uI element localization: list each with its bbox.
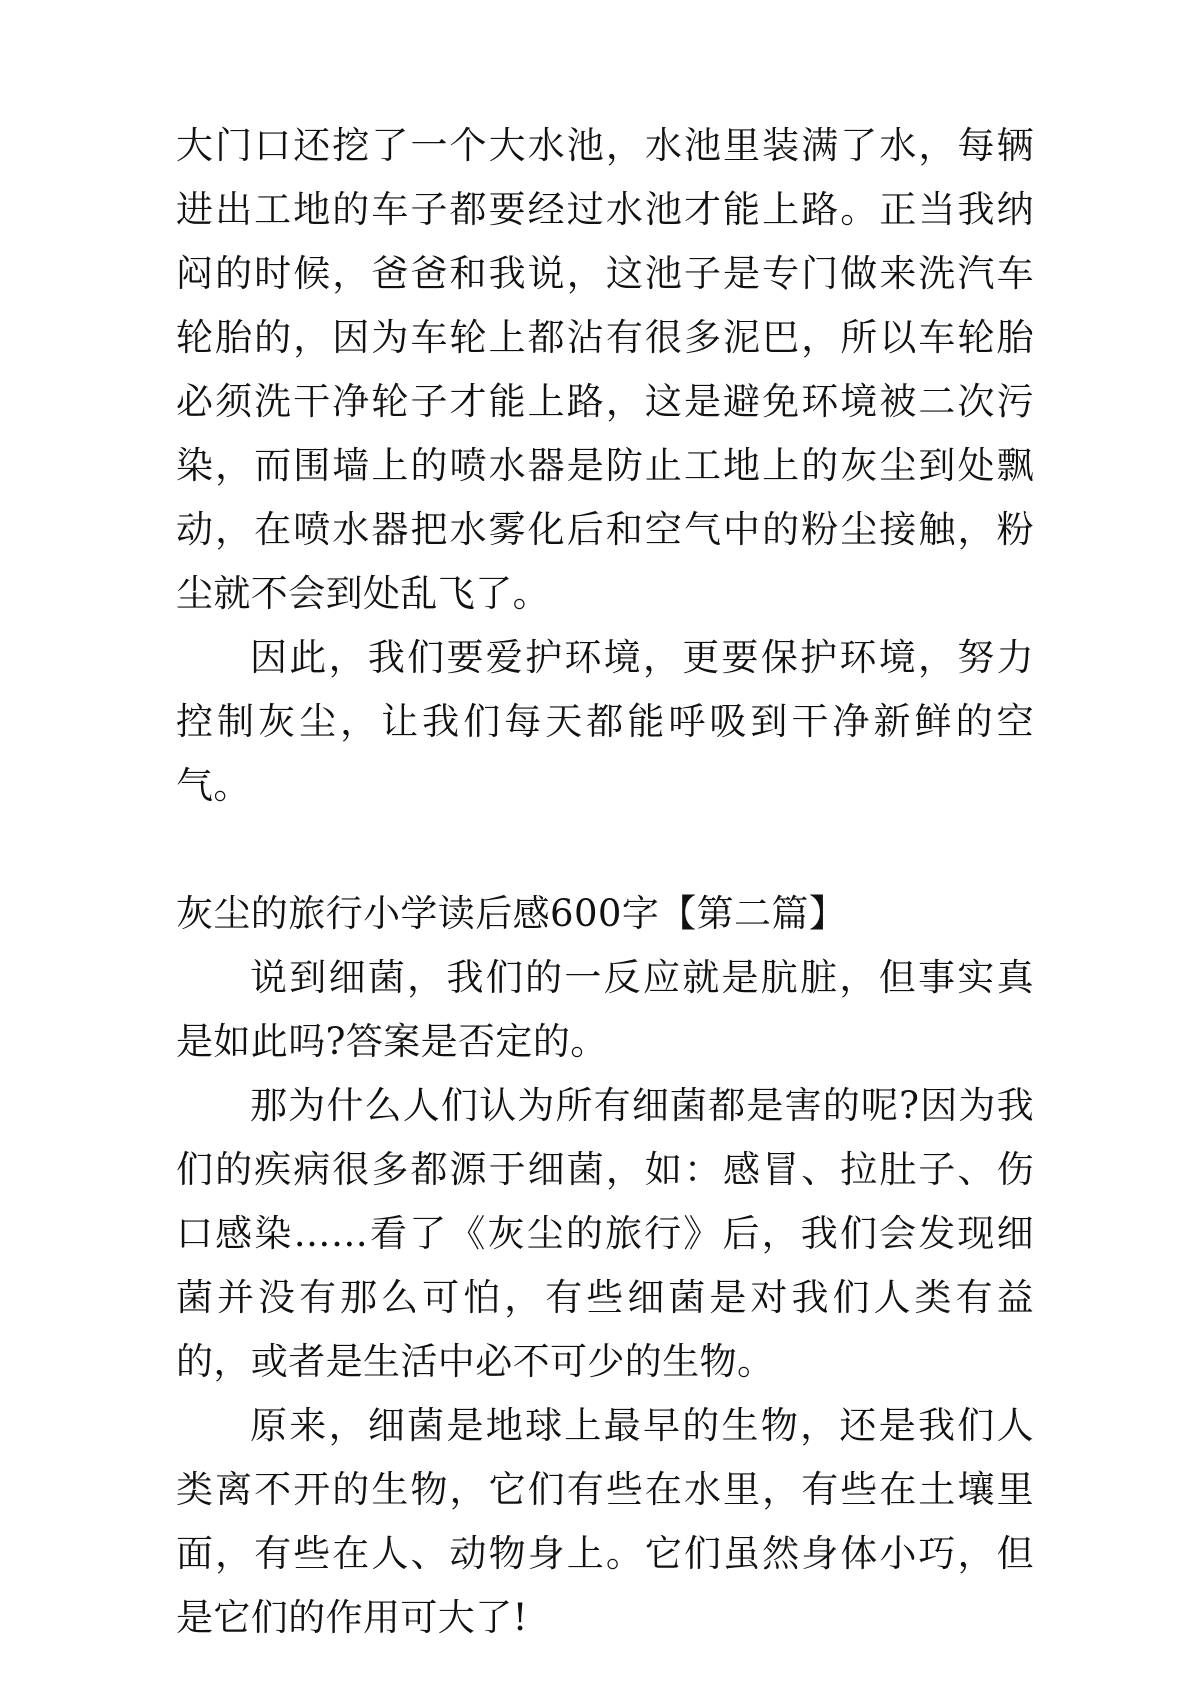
paragraph-bacteria-harmful: 那为什么人们认为所有细菌都是害的呢?因为我们的疾病很多都源于细菌，如：感冒、拉肚子、伤口感染……看了《灰尘的旅行》后，我们会发现细菌并没有那么可怕，有些细菌是对我们人类有益的，或者是生活中必不可少的生物。 — [176, 1084, 1034, 1383]
section-heading: 灰尘的旅行小学读后感600字【第二篇】 — [176, 892, 847, 935]
section-gap — [176, 818, 1034, 882]
paragraph-water-pool: 大门口还挖了一个大水池，水池里装满了水，每辆进出工地的车子都要经过水池才能上路。正当我纳闷的时候，爸爸和我说，这池子是专门做来洗汽车轮胎的，因为车轮上都沾有很多泥巴，所以车轮胎必须洗干净轮子才能上路，这是避免环境被二次污染，而围墙上的喷水器是防止工地上的灰尘到处飘动，在喷水器把水雾化后和空气中的粉尘接触，粉尘就不会到处乱飞了。 — [176, 124, 1034, 615]
paragraph-protect-environment: 因此，我们要爱护环境，更要保护环境，努力控制灰尘，让我们每天都能呼吸到干净新鲜的空气。 — [176, 636, 1034, 807]
document-body — [176, 114, 1034, 1650]
paragraph-bacteria-dirty: 说到细菌，我们的一反应就是肮脏，但事实真是如此吗?答案是否定的。 — [176, 956, 1034, 1063]
paragraph-bacteria-origin: 原来，细菌是地球上最早的生物，还是我们人类离不开的生物，它们有些在水里，有些在土壤里面，有些在人、动物身上。它们虽然身体小巧，但是它们的作用可大了! — [176, 1404, 1034, 1639]
